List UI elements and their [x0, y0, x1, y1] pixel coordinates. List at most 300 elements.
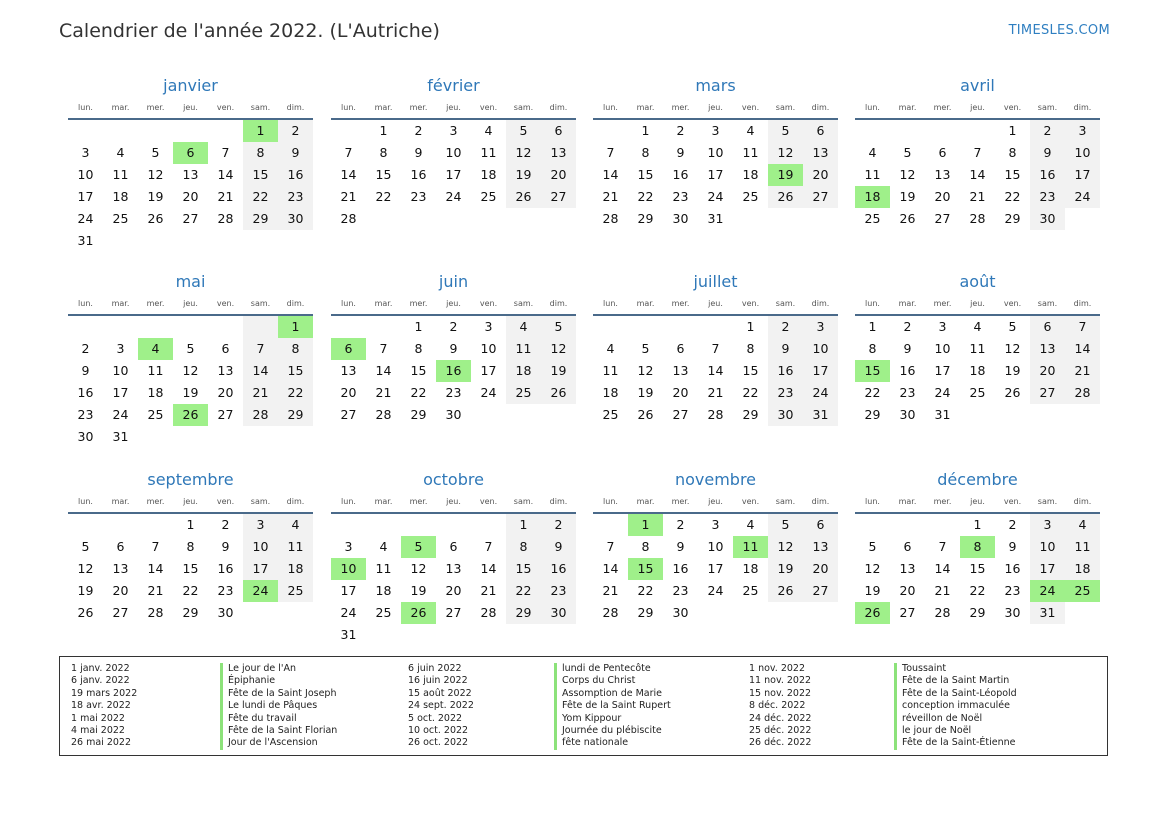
day-cell: 29: [969, 605, 986, 620]
weekday-header: sam.: [243, 98, 278, 120]
day-cell: 9: [449, 341, 458, 356]
holiday-name: Journée du plébiscite: [554, 725, 671, 737]
day-cell: 26: [768, 580, 803, 602]
weekday-header: mer.: [925, 98, 960, 120]
holiday-day-cell: 15: [628, 558, 663, 580]
day-cell: 10: [707, 539, 724, 554]
day-cell: 20: [112, 583, 129, 598]
day-cell: 21: [147, 583, 164, 598]
day-cell: 29: [506, 602, 541, 624]
month-name: mai: [175, 272, 206, 291]
empty-day-cell: [138, 514, 173, 536]
day-cell: 12: [768, 142, 803, 164]
day-cell: 10: [1030, 536, 1065, 558]
day-cell: 23: [410, 189, 427, 204]
day-cell: 16: [1030, 164, 1065, 186]
day-cell: 23: [77, 407, 94, 422]
weekday-header: sam.: [768, 294, 803, 316]
weekday-header: jeu.: [698, 294, 733, 316]
day-cell: 28: [707, 407, 724, 422]
day-cell: 3: [344, 539, 353, 554]
day-cell: 25: [742, 583, 759, 598]
month-calendar: [593, 468, 838, 624]
weekday-header: ven.: [208, 294, 243, 316]
empty-day-cell: [925, 514, 960, 536]
day-cell: 25: [602, 407, 619, 422]
holiday-date: 26 déc. 2022: [749, 737, 812, 749]
weekday-header: lun.: [68, 98, 103, 120]
day-cell: 21: [602, 189, 619, 204]
weekday-header: ven.: [471, 294, 506, 316]
day-cell: 28: [1065, 382, 1100, 404]
day-cell: 13: [182, 167, 199, 182]
empty-day-cell: [103, 316, 138, 338]
day-cell: 2: [768, 316, 803, 338]
weekday-header: jeu.: [960, 98, 995, 120]
empty-day-cell: [593, 316, 628, 338]
day-cell: 2: [676, 517, 685, 532]
weekday-header: mer.: [138, 294, 173, 316]
day-cell: 5: [541, 316, 576, 338]
day-cell: 22: [864, 385, 881, 400]
day-cell: 9: [768, 338, 803, 360]
day-cell: 28: [147, 605, 164, 620]
day-cell: 11: [112, 167, 129, 182]
weekday-header: ven.: [995, 98, 1030, 120]
weekday-header: mar.: [366, 98, 401, 120]
day-cell: 4: [278, 514, 313, 536]
weekday-header: dim.: [803, 492, 838, 514]
holiday-date: 6 juin 2022: [408, 663, 462, 674]
weekday-header: dim.: [278, 294, 313, 316]
day-cell: 1: [186, 517, 195, 532]
day-cell: 17: [707, 167, 724, 182]
day-cell: 25: [375, 605, 392, 620]
day-cell: 21: [934, 583, 951, 598]
day-cell: 3: [711, 517, 720, 532]
day-cell: 14: [217, 167, 234, 182]
day-cell: 6: [676, 341, 685, 356]
weekday-header: lun.: [593, 294, 628, 316]
day-cell: 4: [746, 123, 755, 138]
day-cell: 28: [217, 211, 234, 226]
day-cell: 7: [484, 539, 493, 554]
weekday-header: mar.: [103, 98, 138, 120]
day-cell: 17: [243, 558, 278, 580]
day-cell: 10: [445, 145, 462, 160]
day-cell: 22: [969, 583, 986, 598]
day-cell: 5: [868, 539, 877, 554]
weekday-header: jeu.: [436, 492, 471, 514]
empty-day-cell: [593, 514, 628, 536]
day-cell: 17: [480, 363, 497, 378]
day-cell: 13: [112, 561, 129, 576]
day-cell: 16: [541, 558, 576, 580]
day-cell: 19: [1004, 363, 1021, 378]
legend-dates: [408, 663, 474, 750]
day-cell: 9: [81, 363, 90, 378]
month-name: mars: [695, 76, 736, 95]
empty-day-cell: [208, 316, 243, 338]
day-cell: 20: [340, 385, 357, 400]
weekday-header: dim.: [278, 98, 313, 120]
day-cell: 30: [77, 429, 94, 444]
holiday-name: conception immaculée: [894, 700, 1017, 712]
day-cell: 27: [803, 186, 838, 208]
holiday-day-cell: 24: [1030, 580, 1065, 602]
weekday-header: ven.: [208, 98, 243, 120]
day-cell: 4: [506, 316, 541, 338]
month-grid: [68, 294, 313, 448]
day-cell: 3: [1030, 514, 1065, 536]
empty-day-cell: [401, 514, 436, 536]
day-cell: 30: [672, 211, 689, 226]
day-cell: 5: [81, 539, 90, 554]
day-cell: 8: [243, 142, 278, 164]
day-cell: 6: [221, 341, 230, 356]
weekday-header: sam.: [506, 492, 541, 514]
day-cell: 22: [1004, 189, 1021, 204]
day-cell: 2: [903, 319, 912, 334]
empty-day-cell: [663, 316, 698, 338]
day-cell: 17: [934, 363, 951, 378]
day-cell: 8: [641, 539, 650, 554]
day-cell: 8: [746, 341, 755, 356]
day-cell: 11: [506, 338, 541, 360]
day-cell: 23: [672, 583, 689, 598]
empty-day-cell: [208, 120, 243, 142]
day-cell: 22: [637, 189, 654, 204]
day-cell: 26: [77, 605, 94, 620]
month-name: août: [959, 272, 996, 291]
day-cell: 14: [147, 561, 164, 576]
day-cell: 15: [375, 167, 392, 182]
day-cell: 1: [641, 123, 650, 138]
day-cell: 4: [973, 319, 982, 334]
weekday-header: mer.: [401, 294, 436, 316]
day-cell: 13: [445, 561, 462, 576]
day-cell: 27: [445, 605, 462, 620]
day-cell: 22: [637, 583, 654, 598]
site-logo[interactable]: TIMESLES.COM: [1008, 23, 1110, 38]
day-cell: 18: [147, 385, 164, 400]
day-cell: 15: [742, 363, 759, 378]
month-name: décembre: [937, 470, 1018, 489]
day-cell: 11: [147, 363, 164, 378]
day-cell: 23: [541, 580, 576, 602]
day-cell: 23: [217, 583, 234, 598]
day-cell: 10: [243, 536, 278, 558]
weekday-header: dim.: [541, 98, 576, 120]
day-cell: 21: [217, 189, 234, 204]
holiday-day-cell: 1: [243, 120, 278, 142]
day-cell: 13: [803, 142, 838, 164]
holiday-name: Yom Kippour: [554, 713, 671, 725]
weekday-header: jeu.: [436, 98, 471, 120]
holiday-name: Toussaint: [894, 663, 1017, 675]
holiday-day-cell: 6: [173, 142, 208, 164]
weekday-header: sam.: [768, 98, 803, 120]
weekday-header: mar.: [366, 492, 401, 514]
day-cell: 26: [1004, 385, 1021, 400]
day-cell: 22: [742, 385, 759, 400]
holiday-name: Fête de la Saint Florian: [220, 725, 337, 737]
day-cell: 4: [484, 123, 493, 138]
empty-day-cell: [68, 316, 103, 338]
empty-day-cell: [855, 514, 890, 536]
day-cell: 30: [768, 404, 803, 426]
day-cell: 27: [217, 407, 234, 422]
day-cell: 20: [934, 189, 951, 204]
month-grid: [855, 98, 1100, 230]
day-cell: 6: [903, 539, 912, 554]
holiday-day-cell: 6: [331, 338, 366, 360]
empty-day-cell: [593, 120, 628, 142]
empty-day-cell: [890, 514, 925, 536]
holiday-day-cell: 10: [331, 558, 366, 580]
weekday-header: dim.: [278, 492, 313, 514]
weekday-header: ven.: [733, 294, 768, 316]
day-cell: 6: [449, 539, 458, 554]
holiday-date: 15 nov. 2022: [749, 687, 812, 699]
day-cell: 15: [278, 360, 313, 382]
day-cell: 19: [147, 189, 164, 204]
weekday-header: mar.: [628, 492, 663, 514]
day-cell: 1: [746, 319, 755, 334]
day-cell: 21: [480, 583, 497, 598]
month-grid: [855, 294, 1100, 426]
day-cell: 31: [77, 233, 94, 248]
holiday-name: Fête de la Saint Rupert: [554, 700, 671, 712]
weekday-header: dim.: [541, 492, 576, 514]
day-cell: 22: [375, 189, 392, 204]
empty-day-cell: [436, 514, 471, 536]
day-cell: 2: [1030, 120, 1065, 142]
day-cell: 11: [969, 341, 986, 356]
holiday-name: Fête de la Saint Joseph: [220, 688, 337, 700]
day-cell: 26: [147, 211, 164, 226]
day-cell: 16: [768, 360, 803, 382]
weekday-header: lun.: [331, 98, 366, 120]
day-cell: 15: [243, 164, 278, 186]
day-cell: 5: [768, 120, 803, 142]
day-cell: 16: [410, 167, 427, 182]
month-name: septembre: [147, 470, 234, 489]
month-calendar: [331, 468, 576, 646]
day-cell: 1: [973, 517, 982, 532]
day-cell: 7: [606, 145, 615, 160]
weekday-header: ven.: [995, 492, 1030, 514]
day-cell: 24: [1065, 186, 1100, 208]
day-cell: 8: [379, 145, 388, 160]
day-cell: 18: [112, 189, 129, 204]
day-cell: 26: [506, 186, 541, 208]
day-cell: 10: [112, 363, 129, 378]
holiday-date: 10 oct. 2022: [408, 725, 469, 737]
day-cell: 29: [864, 407, 881, 422]
day-cell: 26: [637, 407, 654, 422]
day-cell: 11: [480, 145, 497, 160]
legend-names: [894, 663, 1017, 750]
weekday-header: dim.: [1065, 98, 1100, 120]
weekday-header: jeu.: [960, 492, 995, 514]
day-cell: 5: [151, 145, 160, 160]
day-cell: 27: [934, 211, 951, 226]
day-cell: 8: [414, 341, 423, 356]
day-cell: 2: [541, 514, 576, 536]
day-cell: 7: [243, 338, 278, 360]
day-cell: 11: [375, 561, 392, 576]
day-cell: 17: [1030, 558, 1065, 580]
day-cell: 31: [1030, 602, 1065, 624]
weekday-header: lun.: [593, 492, 628, 514]
day-cell: 19: [864, 583, 881, 598]
day-cell: 29: [637, 605, 654, 620]
day-cell: 14: [340, 167, 357, 182]
day-cell: 25: [112, 211, 129, 226]
day-cell: 15: [1004, 167, 1021, 182]
day-cell: 7: [344, 145, 353, 160]
day-cell: 20: [803, 558, 838, 580]
day-cell: 5: [903, 145, 912, 160]
day-cell: 14: [602, 561, 619, 576]
day-cell: 3: [711, 123, 720, 138]
day-cell: 23: [278, 186, 313, 208]
day-cell: 7: [151, 539, 160, 554]
day-cell: 11: [602, 363, 619, 378]
weekday-header: mer.: [138, 492, 173, 514]
weekday-header: ven.: [471, 492, 506, 514]
holiday-date: 4 mai 2022: [71, 725, 125, 737]
day-cell: 15: [182, 561, 199, 576]
holiday-date: 16 juin 2022: [408, 675, 468, 687]
day-cell: 2: [449, 319, 458, 334]
day-cell: 9: [903, 341, 912, 356]
weekday-header: mer.: [401, 98, 436, 120]
day-cell: 5: [641, 341, 650, 356]
day-cell: 31: [112, 429, 129, 444]
weekday-header: sam.: [768, 492, 803, 514]
day-cell: 21: [602, 583, 619, 598]
empty-day-cell: [855, 120, 890, 142]
day-cell: 6: [116, 539, 125, 554]
empty-day-cell: [890, 120, 925, 142]
weekday-header: mer.: [663, 294, 698, 316]
weekday-header: mar.: [103, 492, 138, 514]
holiday-day-cell: 26: [401, 602, 436, 624]
day-cell: 26: [899, 211, 916, 226]
holiday-name: fête nationale: [554, 737, 671, 749]
empty-day-cell: [698, 316, 733, 338]
day-cell: 10: [1065, 142, 1100, 164]
day-cell: 24: [445, 189, 462, 204]
holiday-name: Fête de la Saint Martin: [894, 675, 1017, 687]
day-cell: 27: [803, 580, 838, 602]
holiday-name: Le jour de l'An: [220, 663, 337, 675]
weekday-header: lun.: [593, 98, 628, 120]
day-cell: 5: [768, 514, 803, 536]
day-cell: 10: [803, 338, 838, 360]
day-cell: 7: [711, 341, 720, 356]
holiday-name: Le lundi de Pâques: [220, 700, 337, 712]
month-grid: [68, 492, 313, 624]
day-cell: 22: [243, 186, 278, 208]
weekday-header: lun.: [331, 492, 366, 514]
day-cell: 29: [182, 605, 199, 620]
day-cell: 12: [541, 338, 576, 360]
day-cell: 13: [899, 561, 916, 576]
day-cell: 29: [742, 407, 759, 422]
empty-day-cell: [173, 316, 208, 338]
empty-day-cell: [925, 120, 960, 142]
day-cell: 28: [480, 605, 497, 620]
holiday-day-cell: 15: [855, 360, 890, 382]
holiday-date: 1 mai 2022: [71, 712, 125, 724]
holiday-day-cell: 1: [628, 514, 663, 536]
day-cell: 23: [1004, 583, 1021, 598]
day-cell: 9: [414, 145, 423, 160]
day-cell: 8: [868, 341, 877, 356]
day-cell: 9: [1030, 142, 1065, 164]
weekday-header: sam.: [1030, 294, 1065, 316]
holiday-date: 1 nov. 2022: [749, 663, 805, 674]
day-cell: 12: [77, 561, 94, 576]
weekday-header: jeu.: [698, 492, 733, 514]
day-cell: 3: [243, 514, 278, 536]
day-cell: 25: [969, 385, 986, 400]
month-grid: [593, 492, 838, 624]
day-cell: 30: [1004, 605, 1021, 620]
day-cell: 13: [541, 142, 576, 164]
day-cell: 9: [541, 536, 576, 558]
empty-day-cell: [960, 120, 995, 142]
month-calendar: [855, 74, 1100, 230]
empty-day-cell: [366, 316, 401, 338]
weekday-header: ven.: [471, 98, 506, 120]
holiday-day-cell: 4: [138, 338, 173, 360]
day-cell: 20: [899, 583, 916, 598]
day-cell: 12: [182, 363, 199, 378]
day-cell: 8: [1008, 145, 1017, 160]
day-cell: 1: [506, 514, 541, 536]
day-cell: 19: [541, 360, 576, 382]
day-cell: 3: [116, 341, 125, 356]
day-cell: 4: [868, 145, 877, 160]
weekday-header: sam.: [506, 294, 541, 316]
day-cell: 25: [506, 382, 541, 404]
legend-names: [220, 663, 337, 750]
day-cell: 12: [899, 167, 916, 182]
day-cell: 30: [278, 208, 313, 230]
empty-day-cell: [366, 514, 401, 536]
weekday-header: sam.: [1030, 492, 1065, 514]
day-cell: 21: [243, 382, 278, 404]
day-cell: 13: [340, 363, 357, 378]
day-cell: 24: [112, 407, 129, 422]
month-calendar: [855, 468, 1100, 624]
weekday-header: lun.: [68, 492, 103, 514]
weekday-header: jeu.: [698, 98, 733, 120]
day-cell: 23: [445, 385, 462, 400]
weekday-header: jeu.: [173, 294, 208, 316]
holiday-day-cell: 11: [733, 536, 768, 558]
legend-dates: [749, 663, 811, 750]
day-cell: 9: [676, 145, 685, 160]
holiday-date: 11 nov. 2022: [749, 675, 812, 687]
day-cell: 25: [864, 211, 881, 226]
weekday-header: mar.: [103, 294, 138, 316]
holiday-date: 19 mars 2022: [71, 687, 138, 699]
